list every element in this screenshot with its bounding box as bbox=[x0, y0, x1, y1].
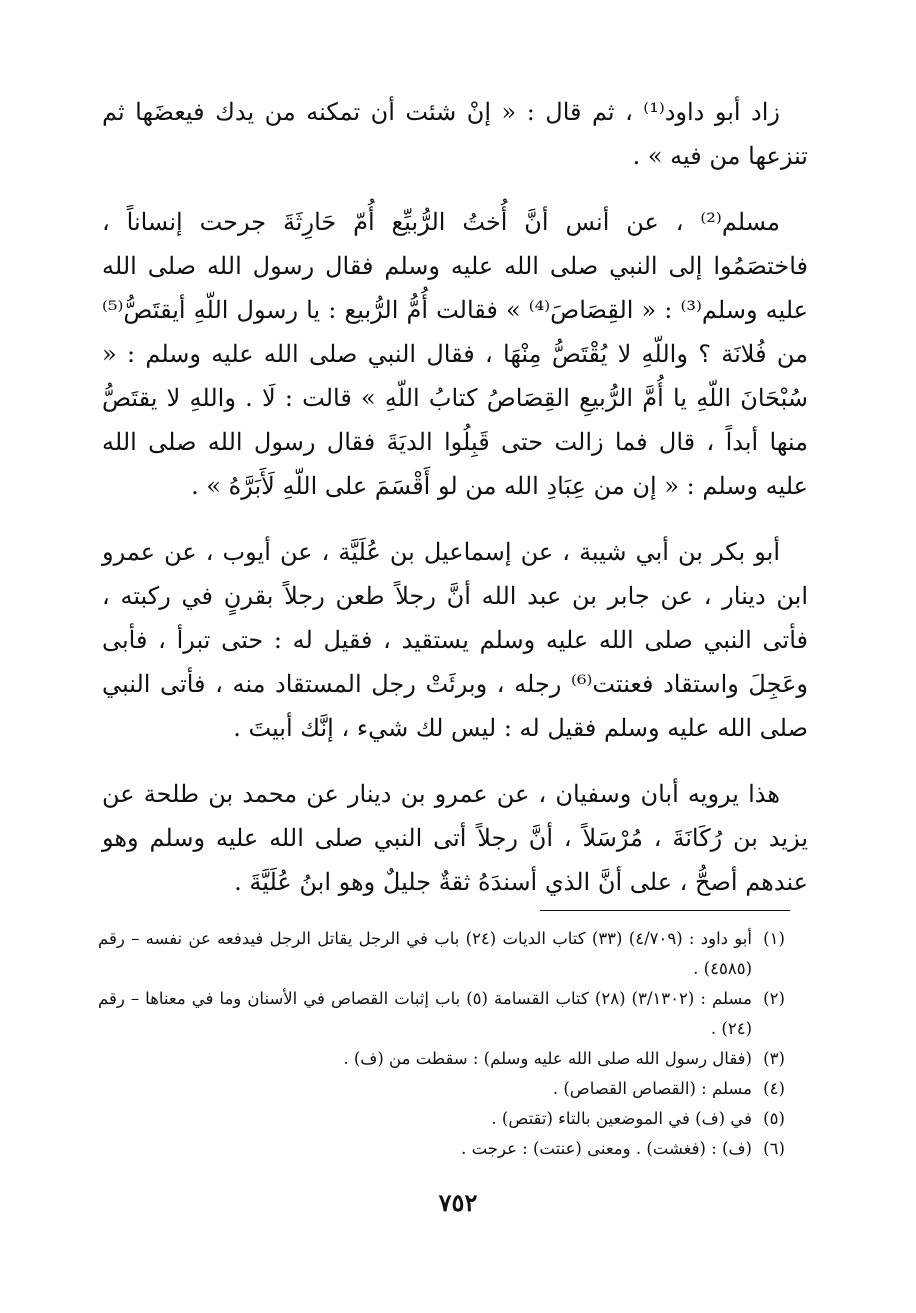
footnote-3 bbox=[98, 1044, 796, 1074]
footnote-text: (ف) : (فغشت) . ومعنى (عنتت) : عرجت . bbox=[461, 1139, 752, 1158]
footnote-2 bbox=[98, 984, 796, 1044]
footnote-text: أبو داود : (٤/٧٠٩) (٣٣) كتاب الديات (٢٤) باب في الرجل يقاتل الرجل فيدفعه عن نفسه – رقم (٤٥٨٥) . bbox=[98, 929, 752, 978]
footnote-text: مسلم : (القصاص القصاص) . bbox=[552, 1079, 752, 1098]
footnote-number: (٤) bbox=[763, 1079, 785, 1098]
page-number: ٧٥٢ bbox=[438, 1188, 478, 1217]
footnote-6 bbox=[98, 1134, 796, 1164]
footnote-4 bbox=[98, 1074, 796, 1104]
footnote-number: (٣) bbox=[763, 1049, 785, 1068]
paragraph-1: زاد أبو داود⁽¹⁾ ، ثم قال : « إنْ شئت أن تمكنه من يدك فيعضَها ثم تنزعها من فيه » . bbox=[102, 98, 808, 170]
paragraph-2: مسلم⁽²⁾ ، عن أنس أنَّ أُختُ الرُّبيِّع أُمّ حَارِثَةَ جرحت إنساناً ، فاختصَمُوا إلى النبي صلى الله عليه وسلم فقال رسول الله صلى الله عليه وسلم⁽³⁾ : « القِصَاصَ⁽⁴⁾ » فقالت أُمُّ الرُّبيع : يا رسول اللّهِ أيقتَصُّ⁽⁵⁾ من فُلانَة ؟ واللّهِ لا يُقْتَصُّ مِنْهَا ، فقال النبي صلى الله عليه وسلم : « سُبْحَانَ اللّهِ يا أُمَّ الرُّبيعِ القِصَاصُ كتابُ اللّهِ » قالت : لَا . واللهِ لا يقتَصُّ منها أبداً ، قال فما زالت حتى قَبِلُوا الديَةَ فقال رسول الله صلى الله عليه وسلم : « إن من عِبَادِ الله من لو أَقْسَمَ على اللّهِ لَأَبَرَّهُ » . bbox=[102, 208, 809, 500]
footnote-number: (٢) bbox=[763, 989, 785, 1008]
footnote-number: (٦) bbox=[763, 1139, 785, 1158]
footnote-number: (٥) bbox=[763, 1109, 785, 1128]
main-text bbox=[102, 90, 808, 926]
footnote-number: (١) bbox=[763, 929, 785, 948]
footnote-divider bbox=[540, 910, 790, 911]
footnote-text: مسلم : (٣/١٣٠٢) (٢٨) كتاب القسامة (٥) باب إثبات القصاص في الأسنان وما في معناها – رقم (٢٤) . bbox=[98, 989, 752, 1038]
footnote-text: في (ف) في الموضعين بالتاء (تقتص) . bbox=[491, 1109, 752, 1128]
footnote-1 bbox=[98, 924, 796, 984]
paragraph-3: أبو بكر بن أبي شيبة ، عن إسماعيل بن عُلَيَّة ، عن أيوب ، عن عمرو ابن دينار ، عن جابر بن عبد الله أنَّ رجلاً طعن رجلاً بقرنٍ في ركبته ، فأتى النبي صلى الله عليه وسلم يستقيد ، فقيل له : حتى تبرأ ، فأبى وعَجِلَ واستقاد فعنتت⁽⁶⁾ رجله ، وبرئَتْ رجل المستقاد منه ، فأتى النبي صلى الله عليه وسلم فقيل له : ليس لك شيء ، إنَّك أبيتَ . bbox=[102, 538, 808, 742]
footnote-text: (فقال رسول الله صلى الله عليه وسلم) : سقطت من (ف) . bbox=[343, 1049, 752, 1068]
footnote-5 bbox=[98, 1104, 796, 1134]
paragraph-4: هذا يرويه أبان وسفيان ، عن عمرو بن دينار عن محمد بن طلحة عن يزيد بن رُكَانَةَ ، مُرْسَلاً ، أنَّ رجلاً أتى النبي صلى الله عليه وسلم وهو عندهم أصحُّ ، على أنَّ الذي أسندَهُ ثقةٌ جليلٌ وهو ابنُ عُلَيَّةَ . bbox=[102, 780, 808, 896]
footnotes bbox=[98, 924, 796, 1164]
